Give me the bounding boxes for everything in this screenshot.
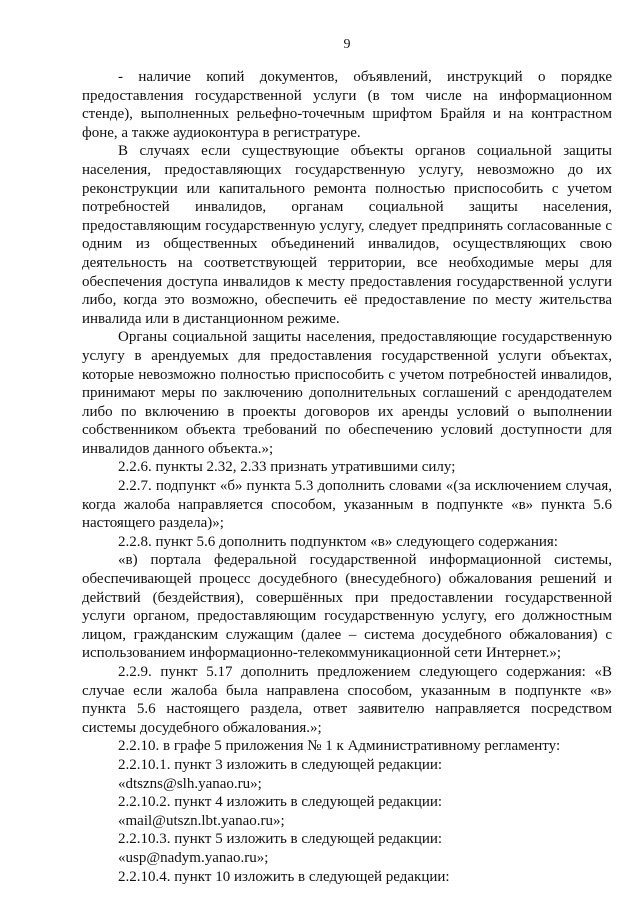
paragraph-email-3: «usp@nadym.yanao.ru»; [118,849,269,866]
paragraph-email-1: «dtszns@slh.yanao.ru»; [118,775,262,792]
paragraph-braille: - наличие копий документов, объявлений, инструкций о порядке предоставления государственной услуги (в том числе на информационном стенде), выполненных рельефно-точечным шрифтом Брайля и на контрастном фоне, а также аудиоконтура в регистратуре. [82,69,612,141]
paragraph-2-2-10-3: 2.2.10.3. пункт 5 изложить в следующей редакции: [118,831,443,848]
document-body [82,68,612,886]
paragraph-rented-objects: Органы социальной защиты населения, предоставляющие государственную услугу в арендуемых для предоставления государственной услуги объектах, которые невозможно полностью приспособить с учетом потребностей инвалидов, принимают меры по заключению дополнительных соглашений с арендодателем либо по включению в проекты договоров их аренды условий о выполнении собственником объекта требований по обеспечению условий доступности для инвалидов данного объекта.»; [82,329,612,457]
page-number: 9 [343,37,351,52]
paragraph-2-2-10-4: 2.2.10.4. пункт 10 изложить в следующей редакции: [118,868,450,885]
paragraph-2-2-10-2: 2.2.10.2. пункт 4 изложить в следующей редакции: [118,794,443,811]
paragraph-email-2: «mail@utszn.lbt.yanao.ru»; [118,812,285,829]
paragraph-2-2-7: 2.2.7. подпункт «б» пункта 5.3 дополнить словами «(за исключением случая, когда жалоба направляется способом, указанным в подпункте «в» пункта 5.6 настоящего раздела)»; [82,478,612,532]
paragraph-2-2-9: 2.2.9. пункт 5.17 дополнить предложением следующего содержания: «В случае если жалоба была направлена способом, указанным в подпункте «в» пункта 5.6 настоящего раздела, ответ заявителю направляется посредством системы досудебного обжалования.»; [82,664,612,736]
paragraph-2-2-10-1: 2.2.10.1. пункт 3 изложить в следующей редакции: [118,756,443,773]
paragraph-2-2-8: 2.2.8. пункт 5.6 дополнить подпунктом «в» следующего содержания: [118,533,558,550]
paragraph-portal: «в) портала федеральной государственной информационной системы, обеспечивающей процесс досудебного (внесудебного) обжалования решений и действий (бездействия), совершённых при предоставлении государственной услуги органом, предоставляющим государственную услугу, его должностным лицом, гражданским служащим (далее – система досудебного обжалования) с использованием информационно-телекоммуникационной сети Интернет.»; [82,552,612,662]
paragraph-2-2-6: 2.2.6. пункты 2.32, 2.33 признать утратившими силу; [118,459,456,476]
paragraph-accessibility-measures: В случаях если существующие объекты органов социальной защиты населения, предоставляющих государственную услугу, невозможно до их реконструкции или капитального ремонта полностью приспособить с учетом потребностей инвалидов, органам социальной защиты населения, предоставляющим государственную услугу, следует предпринять согласованные с одним из общественных объединений инвалидов, осуществляющих свою деятельность на соответствующей территории, все необходимые меры для обеспечения доступа инвалидов к месту предоставления государственной услуги либо, когда это возможно, обеспечить её предоставление по месту жительства инвалида или в дистанционном режиме. [82,143,612,327]
paragraph-2-2-10: 2.2.10. в графе 5 приложения № 1 к Административному регламенту: [118,738,561,755]
